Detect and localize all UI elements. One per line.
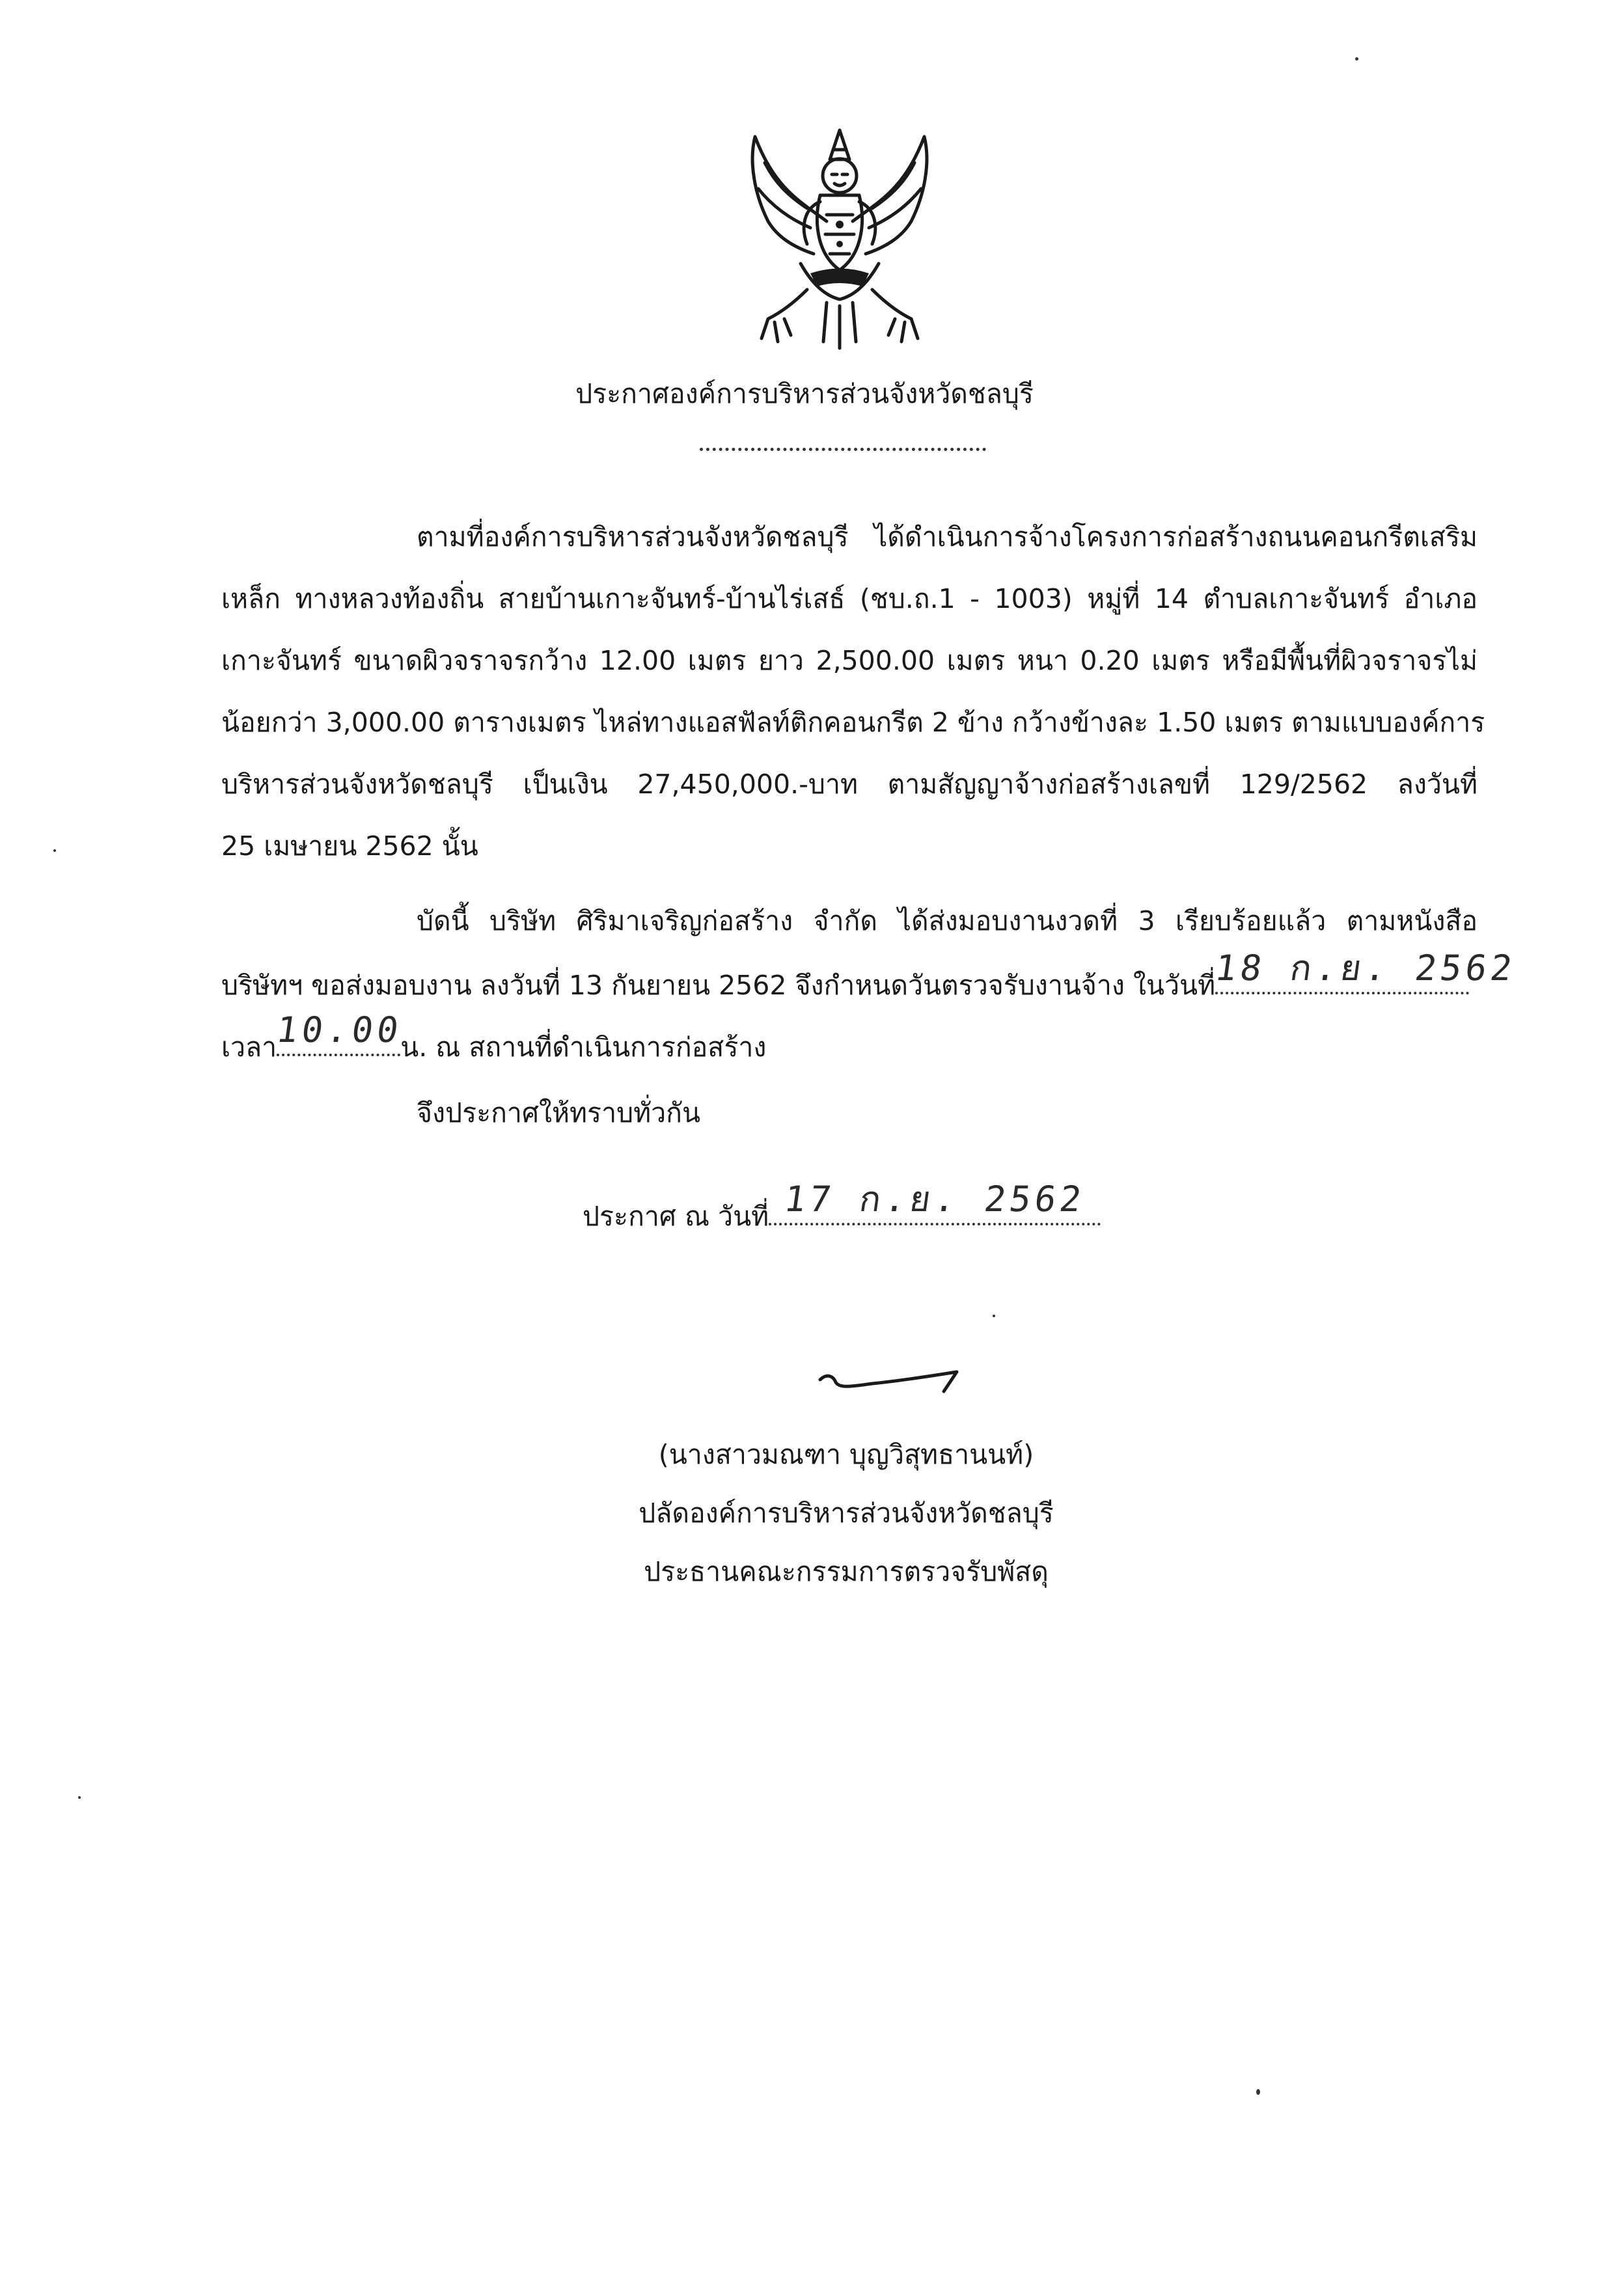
handwritten-signature [814, 1360, 970, 1399]
signatory-position: ปลัดองค์การบริหารส่วนจังหวัดชลบุรี [639, 1497, 1054, 1529]
scan-speck [53, 849, 56, 852]
announcement-date-line [583, 1179, 1101, 1236]
closing-statement: จึงประกาศให้ทราบทั่วกัน [417, 1097, 701, 1128]
announcement-date-blank [769, 1179, 1101, 1225]
time-suffix: น. ณ สถานที่ดำเนินการก่อสร้าง [400, 1032, 767, 1063]
paragraph-2-line: บัดนี้ บริษัท ศิริมาเจริญก่อสร้าง จำกัด ได้ส่งมอบงานงวดที่ 3 เรียบร้อยแล้ว ตามหนังสือ [417, 905, 1478, 936]
inspection-date-handwritten: 18 ก.ย. 2562 [1212, 948, 1519, 989]
inspection-time-handwritten: 10.00 [273, 1009, 406, 1050]
paragraph-1-line: ตามที่องค์การบริหารส่วนจังหวัดชลบุรี ได้ดำเนินการจ้างโครงการก่อสร้างถนนคอนกรีตเสริม [417, 521, 1478, 553]
inspection-date-blank [1212, 948, 1519, 994]
time-label: เวลา [221, 1032, 277, 1063]
signatory-committee-role: ประธานคณะกรรมการตรวจรับพัสดุ [644, 1556, 1049, 1587]
paragraph-2-line [221, 948, 1519, 1002]
paragraph-2-line [221, 1009, 767, 1064]
signatory-block [586, 1425, 1107, 1601]
paragraph-1-line: น้อยกว่า 3,000.00 ตารางเมตร ไหล่ทางแอสฟัลท์ติกคอนกรีต 2 ข้าง กว้างข้างละ 1.50 เมตร ตามแบบองค์การ [221, 707, 1485, 738]
scan-speck [993, 1315, 995, 1317]
inspection-time-blank [273, 1009, 406, 1056]
paragraph-1-line: เหล็ก ทางหลวงท้องถิ่น สายบ้านเกาะจันทร์-บ้านไร่เสธ์ (ชบ.ถ.1 - 1003) หมู่ที่ 14 ตำบลเกาะจันทร์ อำเภอ [221, 583, 1478, 614]
scan-speck [1256, 2089, 1260, 2095]
paragraph-1-line: บริหารส่วนจังหวัดชลบุรี เป็นเงิน 27,450,000.-บาท ตามสัญญาจ้างก่อสร้างเลขที่ 129/2562 ลงวันที่ [221, 769, 1478, 800]
garuda-emblem-icon [729, 124, 950, 351]
signatory-name: (นางสาวมณฑา บุญวิสุทธานนท์) [658, 1439, 1034, 1470]
paragraph-1-line: เกาะจันทร์ ขนาดผิวจราจรกว้าง 12.00 เมตร ยาว 2,500.00 เมตร หนา 0.20 เมตร หรือมีพื้นที่ผิวจราจรไม่ [221, 645, 1478, 676]
announcement-date-handwritten: 17 ก.ย. 2562 [782, 1179, 1088, 1220]
scan-speck [1355, 57, 1358, 61]
announcement-title: ประกาศองค์การบริหารส่วนจังหวัดชลบุรี [575, 378, 1034, 409]
title-underline-dots [700, 448, 986, 451]
paragraph-1-line: 25 เมษายน 2562 นั้น [221, 830, 478, 862]
scan-speck [78, 1796, 81, 1799]
paragraph-2-line-text: บริษัทฯ ขอส่งมอบงาน ลงวันที่ 13 กันยายน 2562 จึงกำหนดวันตรวจรับงานจ้าง ในวันที่ [221, 970, 1216, 1001]
announcement-date-label: ประกาศ ณ วันที่ [583, 1201, 769, 1232]
